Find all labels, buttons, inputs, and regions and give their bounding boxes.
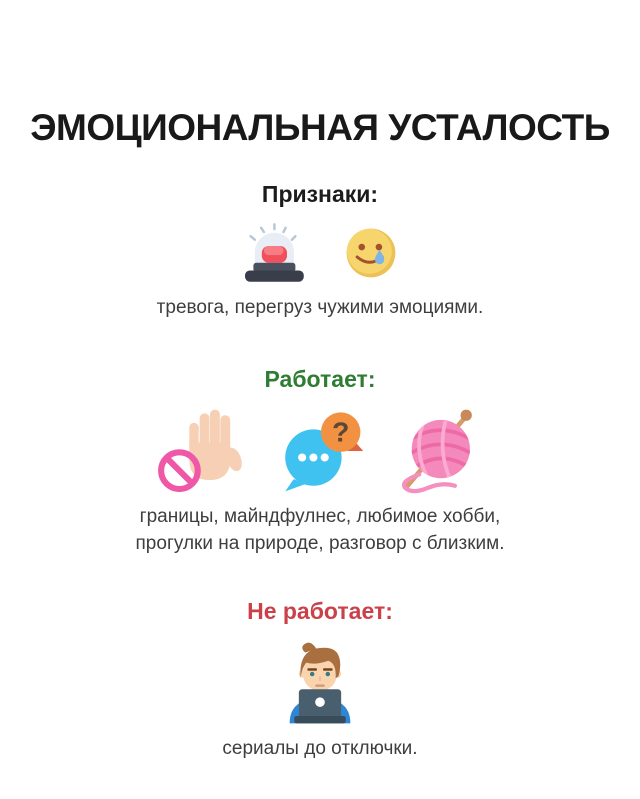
chat-question-icon — [273, 403, 367, 497]
signs-icons-row — [236, 218, 404, 288]
page-title: ЭМОЦИОНАЛЬНАЯ УСТАЛОСТЬ — [30, 107, 610, 148]
not-works-icons-row — [274, 635, 366, 727]
section-works — [136, 365, 505, 557]
works-heading: Работает: — [264, 366, 376, 392]
yarn-ball-icon — [391, 403, 485, 497]
not-works-caption: сериалы до отключки. — [222, 738, 418, 759]
works-caption-line-1: границы, майндфулнес, любимое хобби, — [139, 506, 501, 527]
svg-text:?: ? — [332, 415, 350, 448]
works-caption — [136, 503, 505, 557]
stop-hand-icon — [155, 403, 249, 497]
signs-heading: Признаки: — [261, 181, 379, 207]
section-signs — [157, 180, 484, 321]
signs-caption: тревога, перегруз чужими эмоциями. — [156, 297, 484, 318]
not-works-heading: Не работает: — [247, 598, 393, 624]
section-not-works — [222, 597, 417, 762]
works-caption-line-2: прогулки на природе, разговор с близким. — [135, 533, 505, 554]
person-at-laptop-icon — [274, 635, 366, 727]
smiling-face-with-tear-icon — [338, 218, 404, 288]
works-icons-row — [155, 403, 485, 497]
siren-icon — [236, 218, 310, 288]
